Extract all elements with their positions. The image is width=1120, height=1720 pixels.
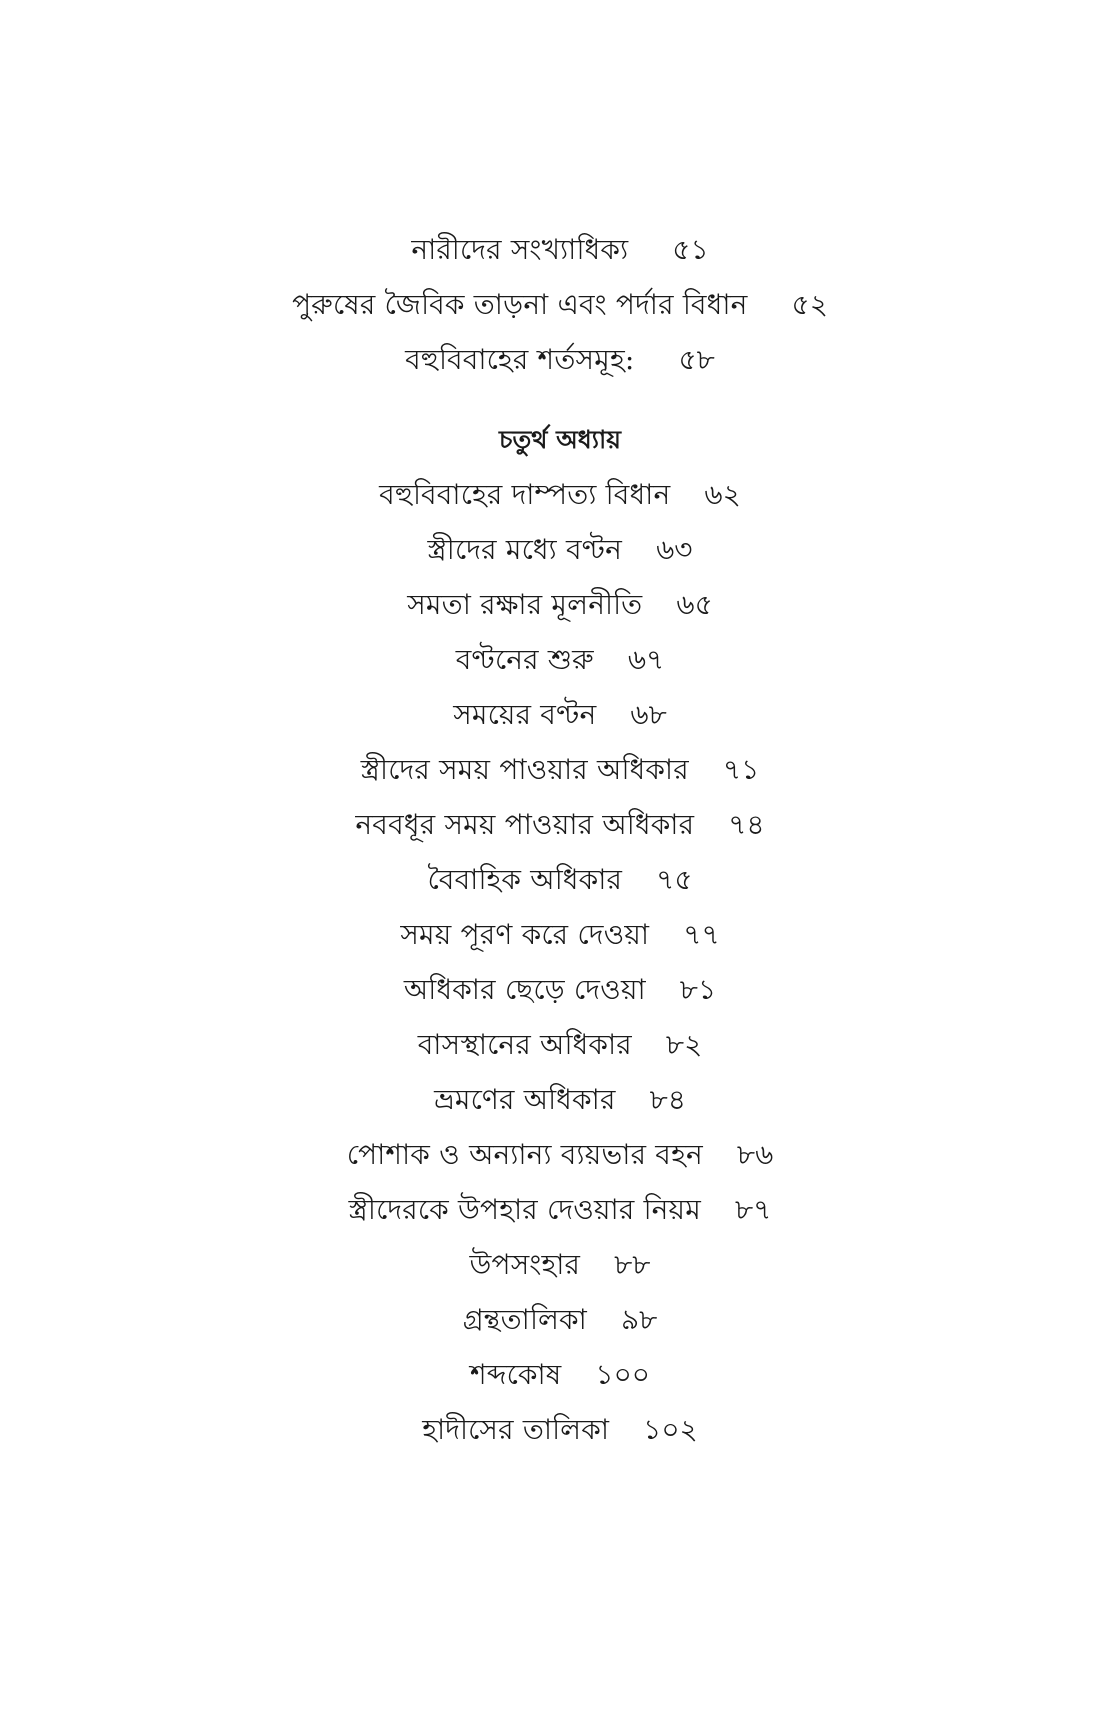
toc-chapter-section <box>0 467 1120 1457</box>
toc-entry-page: ৮৭ <box>734 1193 772 1226</box>
toc-entry <box>0 632 1120 687</box>
toc-entry <box>0 467 1120 522</box>
toc-entry <box>0 1347 1120 1402</box>
toc-entry-page: ৬৫ <box>676 588 713 621</box>
toc-entry-page: ৮৮ <box>614 1248 651 1281</box>
toc-entry-title: সমতা রক্ষার মূলনীতি <box>407 588 643 621</box>
toc-entry <box>0 522 1120 577</box>
toc-entry <box>0 907 1120 962</box>
toc-entry <box>0 962 1120 1017</box>
toc-entry <box>0 1127 1120 1182</box>
toc-entry <box>0 332 1120 387</box>
toc-entry <box>0 577 1120 632</box>
toc-entry <box>0 797 1120 852</box>
toc-entry-title: নববধূর সময় পাওয়ার অধিকার <box>355 808 695 841</box>
toc-entry <box>0 852 1120 907</box>
toc-entry-page: ৮৬ <box>736 1138 774 1171</box>
toc-entry-title: নারীদের সংখ্যাধিক্য <box>411 233 629 266</box>
toc-entry-page: ৬৩ <box>656 533 693 566</box>
toc-entry <box>0 1402 1120 1457</box>
toc-top-section <box>0 222 1120 387</box>
toc-entry-page: ৫৮ <box>678 343 715 376</box>
toc-entry-title: ভ্রমণের অধিকার <box>434 1083 616 1116</box>
toc-entry <box>0 1292 1120 1347</box>
toc-entry-page: ৬৮ <box>630 698 667 731</box>
toc-entry <box>0 222 1120 277</box>
toc-entry-title: উপসংহার <box>469 1248 581 1281</box>
toc-entry-page: ৮৪ <box>649 1083 686 1116</box>
toc-entry-page: ৭৪ <box>728 808 765 841</box>
toc-entry-page: ১০০ <box>595 1358 651 1391</box>
toc-entry-page: ৬৭ <box>627 643 665 676</box>
toc-entry-title: পুরুষের জৈবিক তাড়না এবং পর্দার বিধান <box>292 288 748 321</box>
toc-entry-title: স্ত্রীদের মধ্যে বণ্টন <box>427 533 623 566</box>
toc-entry-title: গ্রন্থতালিকা <box>462 1303 587 1336</box>
toc-entry-title: স্ত্রীদেরকে উপহার দেওয়ার নিয়ম <box>348 1193 701 1226</box>
toc-entry-title: অধিকার ছেড়ে দেওয়া <box>403 973 646 1006</box>
toc-entry-title: স্ত্রীদের সময় পাওয়ার অধিকার <box>360 753 689 786</box>
toc-entry-title: বণ্টনের শুরু <box>455 643 594 676</box>
toc-entry-page: ৫১ <box>672 233 709 266</box>
toc-entry-title: বৈবাহিক অধিকার <box>427 863 623 896</box>
toc-entry-title: সময়ের বণ্টন <box>453 698 597 731</box>
toc-entry <box>0 1017 1120 1072</box>
toc-entry-page: ১০২ <box>643 1413 698 1446</box>
toc-entry <box>0 1237 1120 1292</box>
toc-entry-page: ৫২ <box>791 288 828 321</box>
chapter-heading: চতুর্থ অধ্যায় <box>498 425 622 454</box>
toc-entry-page: ৮১ <box>679 973 717 1006</box>
toc-entry-title: বহুবিবাহের শর্তসমূহ: <box>405 343 635 376</box>
toc-entry-title: সময় পূরণ করে দেওয়া <box>400 918 650 951</box>
toc-entry-page: ৮২ <box>665 1028 703 1061</box>
toc-entry-page: ৬২ <box>704 478 741 511</box>
toc-entry-title: শব্দকোষ <box>469 1358 562 1391</box>
toc-entry <box>0 1182 1120 1237</box>
toc-entry-page: ৭৫ <box>656 863 693 896</box>
toc-entry <box>0 742 1120 797</box>
toc-entry-page: ৭১ <box>722 753 760 786</box>
toc-entry-title: বহুবিবাহের দাম্পত্য বিধান <box>379 478 671 511</box>
toc-entry-title: পোশাক ও অন্যান্য ব্যয়ভার বহন <box>346 1138 703 1171</box>
toc-entry <box>0 1072 1120 1127</box>
toc-entry-title: হাদীসের তালিকা <box>422 1413 610 1446</box>
toc-entry <box>0 687 1120 742</box>
toc-entry-title: বাসস্থানের অধিকার <box>417 1028 632 1061</box>
toc-entry <box>0 277 1120 332</box>
toc-entry-page: ৭৭ <box>683 918 720 951</box>
toc-entry-page: ৯৮ <box>620 1303 658 1336</box>
